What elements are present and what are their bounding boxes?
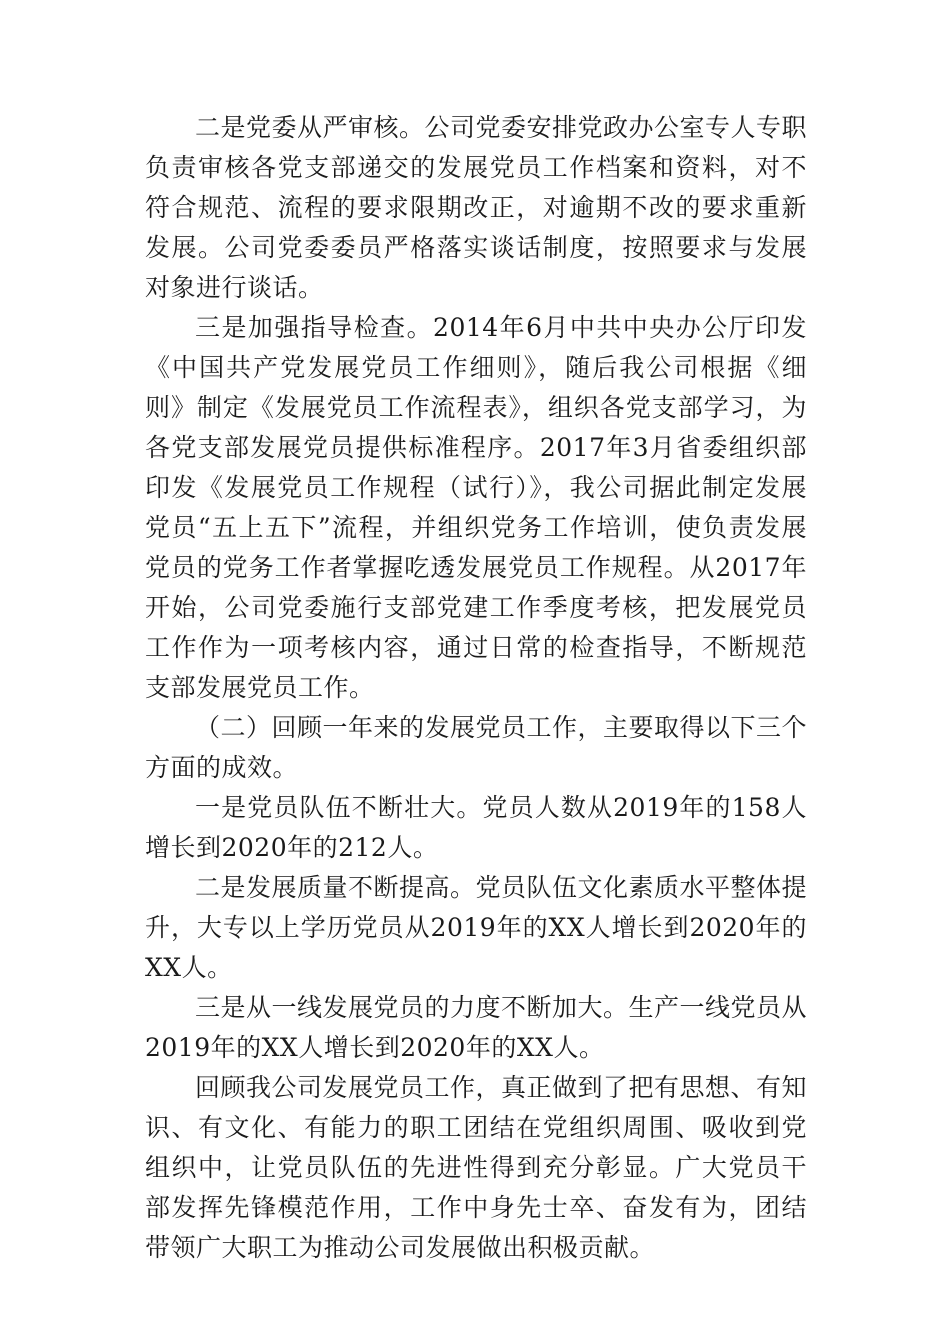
paragraph-review-summary: 回顾我公司发展党员工作，真正做到了把有思想、有知识、有文化、有能力的职工团结在党组织周围、吸收到党组织中，让党员队伍的先进性得到充分彰显。广大党员干部发挥先锋模范作用，工作中身先士卒、奋发有为，团结带领广大职工为推动公司发展做出积极贡献。 xyxy=(145,1073,808,1262)
paragraph-quality-improvement: 二是发展质量不断提高。党员队伍文化素质水平整体提升，大专以上学历党员从2019年的XX人增长到2020年的XX人。 xyxy=(145,873,808,982)
paragraph-party-committee-review: 二是党委从严审核。公司党委安排党政办公室专人专职负责审核各党支部递交的发展党员工作档案和资料，对不符合规范、流程的要求限期改正，对逾期不改的要求重新发展。公司党委委员严格落实谈话制度，按照要求与发展对象进行谈话。 xyxy=(145,113,808,302)
paragraph-section-two-heading: （二）回顾一年来的发展党员工作，主要取得以下三个方面的成效。 xyxy=(145,713,808,782)
paragraph-frontline-development: 三是从一线发展党员的力度不断加大。生产一线党员从2019年的XX人增长到2020年的XX人。 xyxy=(145,993,808,1062)
paragraph-guidance-inspection: 三是加强指导检查。2014年6月中共中央办公厅印发《中国共产党发展党员工作细则》，随后我公司根据《细则》制定《发展党员工作流程表》，组织各党支部学习，为各党支部发展党员提供标准程序。2017年3月省委组织部印发《发展党员工作规程（试行）》，我公司据此制定发展党员“五上五下”流程，并组织党务工作培训，使负责发展党员的党务工作者掌握吃透发展党员工作规程。从2017年开始，公司党委施行支部党建工作季度考核，把发展党员工作作为一项考核内容，通过日常的检查指导，不断规范支部发展党员工作。 xyxy=(145,313,807,702)
document-page xyxy=(145,108,807,1268)
paragraph-membership-growth: 一是党员队伍不断壮大。党员人数从2019年的158人增长到2020年的212人。 xyxy=(145,793,807,862)
